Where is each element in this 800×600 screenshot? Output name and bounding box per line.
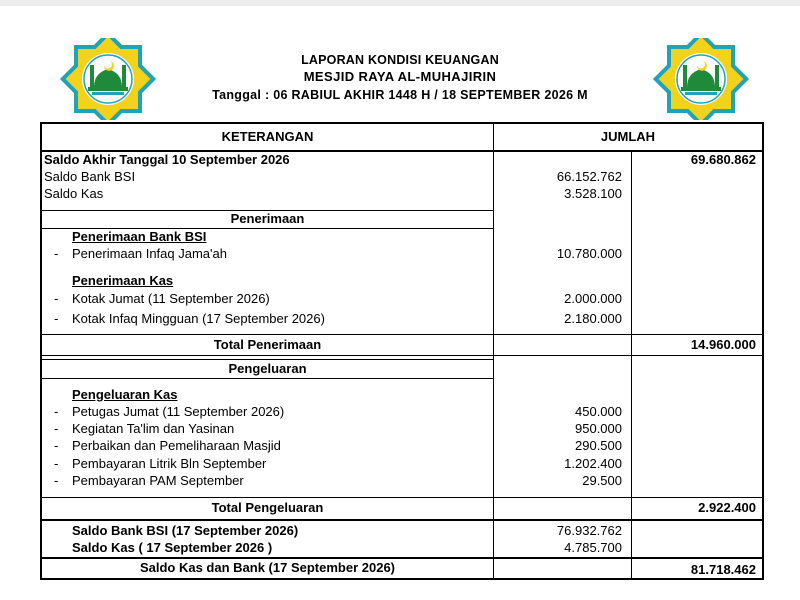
list-item-value: 2.180.000 bbox=[564, 311, 622, 326]
list-item-dash: - bbox=[54, 311, 59, 326]
column-header-keterangan: KETERANGAN bbox=[221, 129, 314, 144]
mosque-emblem-icon bbox=[645, 38, 757, 120]
list-item-dash: - bbox=[54, 421, 59, 436]
column-header-jumlah: JUMLAH bbox=[600, 129, 656, 144]
list-item-value: 1.202.400 bbox=[564, 456, 622, 471]
saldo-total-label: Saldo Kas dan Bank (17 September 2026) bbox=[139, 560, 396, 575]
list-item-label: Kotak Jumat (11 September 2026) bbox=[72, 291, 270, 306]
penerimaan-heading: Penerimaan bbox=[230, 211, 305, 226]
saldo-bank-akhir-value: 76.932.762 bbox=[556, 523, 622, 538]
list-item-value: 2.000.000 bbox=[564, 291, 622, 306]
list-item-value: 950.000 bbox=[575, 421, 622, 436]
penerimaan-kas-heading: Penerimaan Kas bbox=[72, 273, 174, 288]
saldo-bank-akhir-label: Saldo Bank BSI (17 September 2026) bbox=[72, 523, 299, 538]
saldo-awal-label: Saldo Akhir Tanggal 10 September 2026 bbox=[44, 152, 290, 167]
list-item-label: Kegiatan Ta'lim dan Yasinan bbox=[72, 421, 235, 436]
finance-table bbox=[40, 122, 764, 580]
list-item-label: Kotak Infaq Mingguan (17 September 2026) bbox=[72, 311, 325, 326]
list-item-value: 29.500 bbox=[582, 473, 622, 488]
list-item-label: Pembayaran PAM September bbox=[72, 473, 244, 488]
list-item-dash: - bbox=[54, 291, 59, 306]
list-item-dash: - bbox=[54, 438, 59, 453]
pengeluaran-kas-heading: Pengeluaran Kas bbox=[72, 387, 178, 402]
saldo-total-value: 81.718.462 bbox=[690, 562, 756, 577]
saldo-kas-label: Saldo Kas bbox=[44, 186, 104, 201]
mosque-emblem-icon bbox=[52, 38, 164, 120]
saldo-bank-label: Saldo Bank BSI bbox=[44, 169, 136, 184]
list-item-value: 10.780.000 bbox=[556, 246, 622, 261]
list-item-dash: - bbox=[54, 473, 59, 488]
list-item-label: Perbaikan dan Pemeliharaan Masjid bbox=[72, 438, 281, 453]
mosque-name: MESJID RAYA AL-MUHAJIRIN bbox=[303, 69, 497, 84]
saldo-kas-akhir-label: Saldo Kas ( 17 September 2026 ) bbox=[72, 540, 273, 555]
list-item-value: 290.500 bbox=[575, 438, 622, 453]
saldo-bank-value: 66.152.762 bbox=[556, 169, 622, 184]
report-header bbox=[160, 52, 640, 104]
pengeluaran-heading: Pengeluaran bbox=[228, 361, 307, 376]
total-pengeluaran-value: 2.922.400 bbox=[698, 500, 756, 515]
report-title: LAPORAN KONDISI KEUANGAN bbox=[301, 53, 499, 67]
penerimaan-bank-heading: Penerimaan Bank BSI bbox=[72, 229, 207, 244]
total-penerimaan-value: 14.960.000 bbox=[690, 337, 756, 352]
saldo-kas-value: 3.528.100 bbox=[564, 186, 622, 201]
list-item-dash: - bbox=[54, 404, 59, 419]
saldo-kas-akhir-value: 4.785.700 bbox=[564, 540, 622, 555]
saldo-awal-value: 69.680.862 bbox=[690, 152, 756, 167]
list-item-label: Pembayaran Litrik Bln September bbox=[72, 456, 267, 471]
top-bar bbox=[0, 0, 800, 6]
list-item-dash: - bbox=[54, 246, 59, 261]
list-item-value: 450.000 bbox=[575, 404, 622, 419]
list-item-dash: - bbox=[54, 456, 59, 471]
list-item-label: Petugas Jumat (11 September 2026) bbox=[72, 404, 285, 419]
list-item-label: Penerimaan Infaq Jama'ah bbox=[72, 246, 227, 261]
report-date: Tanggal : 06 RABIUL AKHIR 1448 H / 18 SEPTEMBER 2026 M bbox=[212, 88, 588, 102]
total-penerimaan-label: Total Penerimaan bbox=[213, 337, 322, 352]
total-pengeluaran-label: Total Pengeluaran bbox=[211, 500, 324, 515]
